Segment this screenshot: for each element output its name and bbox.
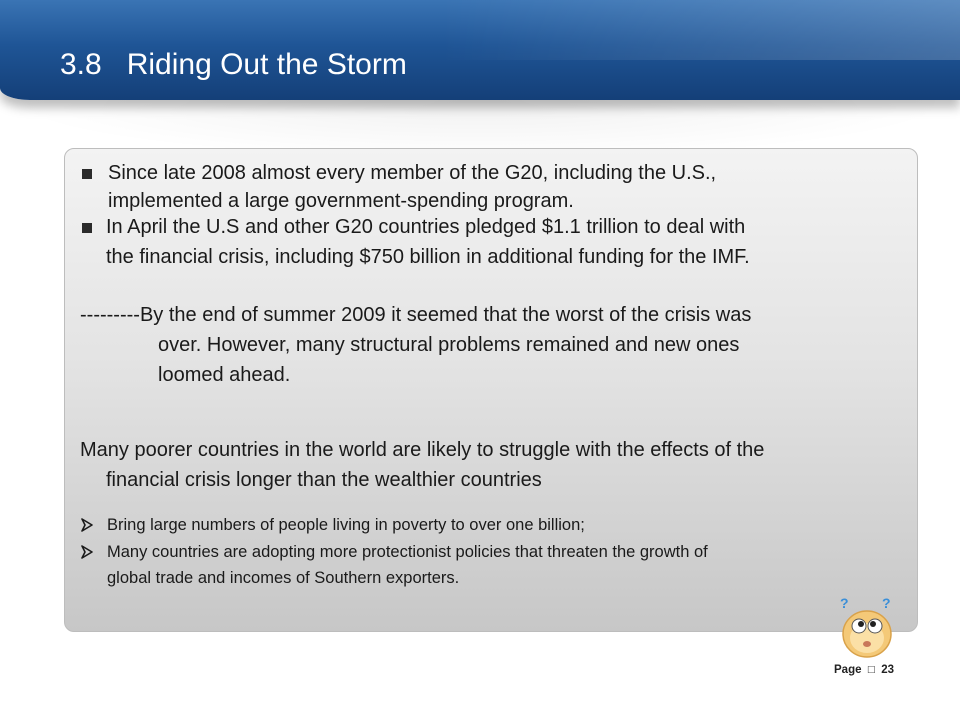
sub-bullet-1-line-1: Bring large numbers of people living in poverty to over one billion;: [107, 516, 585, 534]
square-bullet-icon: [82, 169, 92, 179]
dash-paragraph-line-2: over. However, many structural problems remained and new ones: [158, 334, 740, 356]
page-number: Page □ 23: [834, 664, 895, 676]
confused-mascot-icon: [834, 594, 900, 660]
dash-paragraph-line-3: loomed ahead.: [158, 364, 291, 386]
bullet-2-line-2: the financial crisis, including $750 billion in additional funding for the IMF.: [106, 246, 750, 268]
poorer-paragraph-line-2: financial crisis longer than the wealthier countries: [106, 469, 542, 491]
bullet-2-line-1: In April the U.S and other G20 countries pledged $1.1 trillion to deal with: [106, 216, 746, 238]
svg-text:?: ?: [840, 595, 849, 611]
square-bullet-icon: [82, 223, 92, 233]
bullet-1-line-2: implemented a large government-spending program.: [108, 190, 574, 212]
title-bar: [0, 0, 960, 100]
title-bar-shine: [440, 0, 960, 60]
sub-bullet-2-line-1: Many countries are adopting more protectionist policies that threaten the growth of: [107, 543, 708, 561]
sub-bullet-2-line-2: global trade and incomes of Southern exporters.: [107, 569, 460, 587]
bullet-1-line-1: Since late 2008 almost every member of the G20, including the U.S.,: [108, 162, 717, 184]
arrow-bullet-icon: [80, 518, 94, 532]
arrow-bullet-icon: [80, 545, 94, 559]
svg-text:?: ?: [882, 595, 891, 611]
dash-paragraph-line-1: ---------By the end of summer 2009 it seemed that the worst of the crisis was: [80, 304, 752, 326]
slide-title: 3.8 Riding Out the Storm: [60, 48, 407, 81]
poorer-paragraph-line-1: Many poorer countries in the world are likely to struggle with the effects of the: [80, 439, 765, 461]
